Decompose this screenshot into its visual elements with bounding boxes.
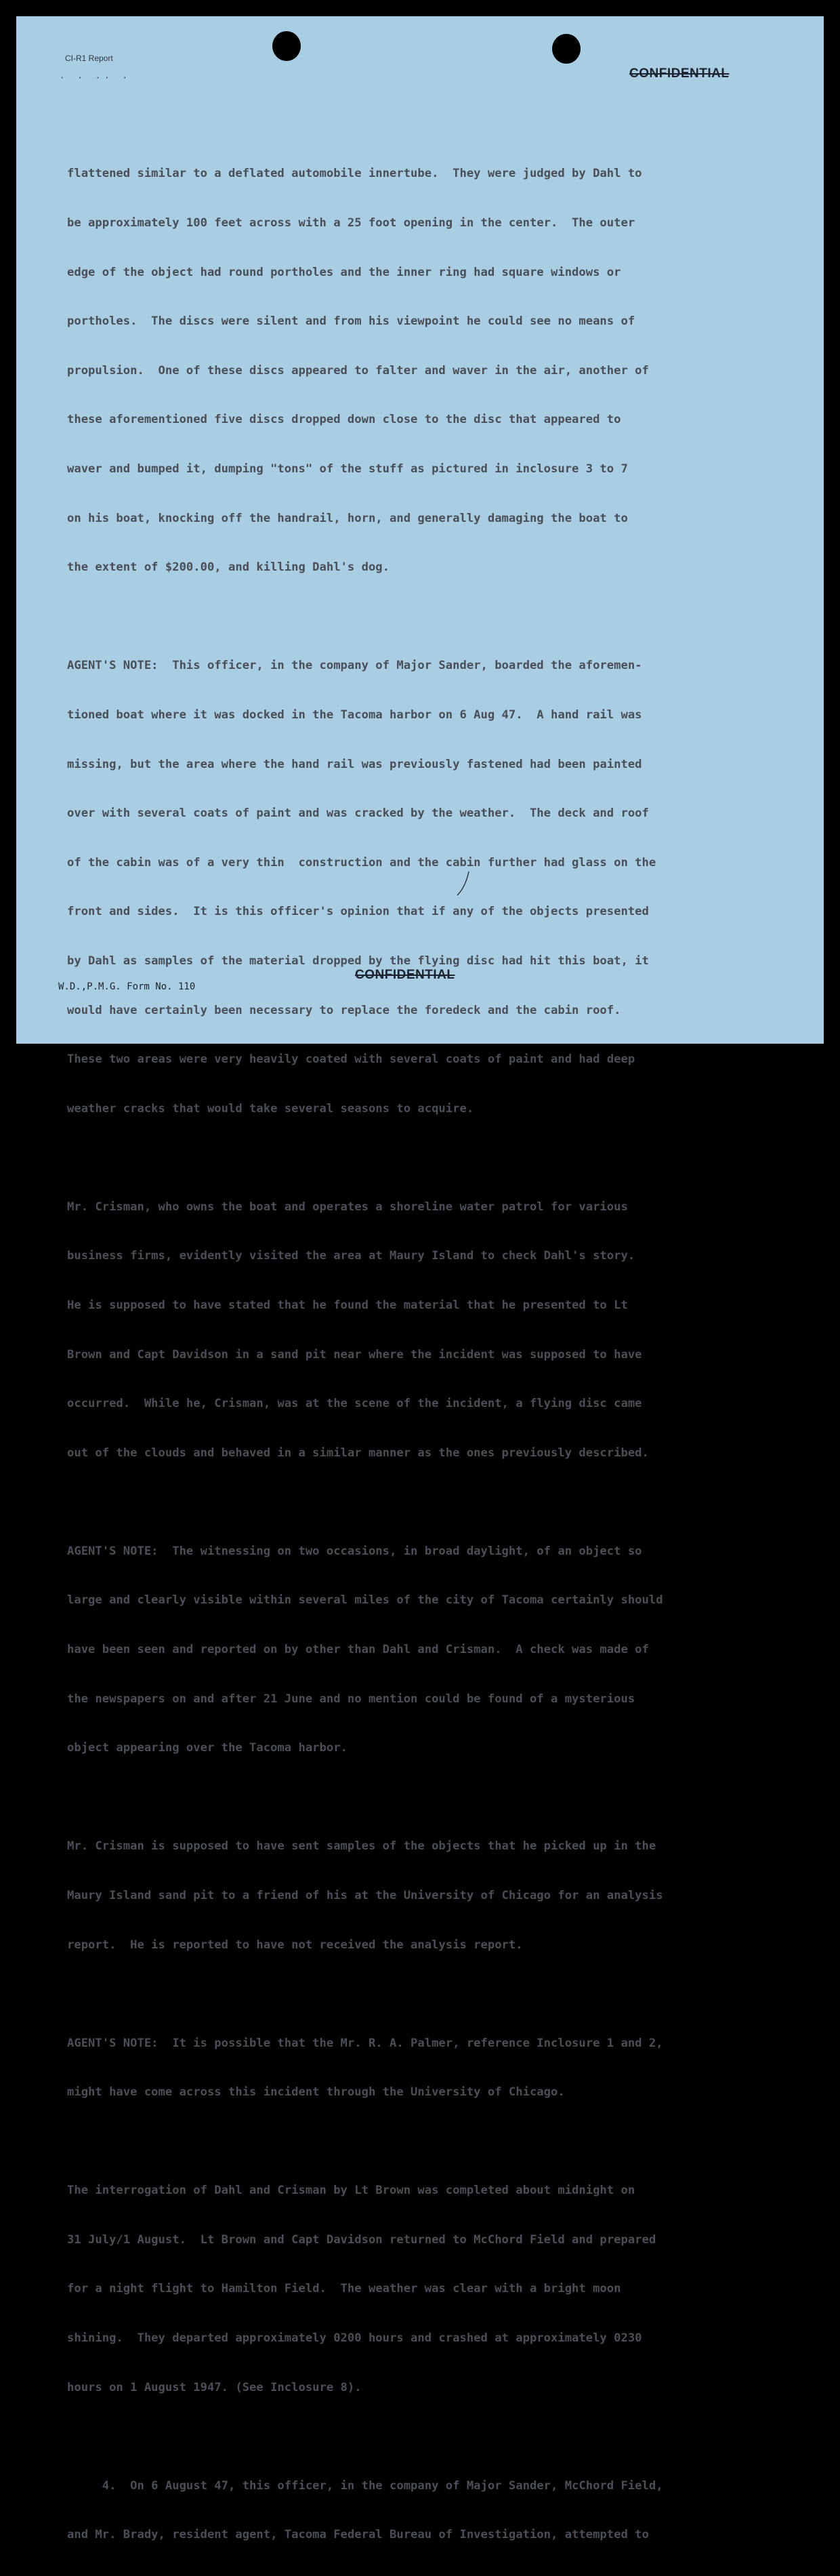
- text-line: portholes. The discs were silent and from his viewpoint he could see no means of: [67, 314, 635, 329]
- text-line: Mr. Crisman, who owns the boat and operates a shoreline water patrol for various: [67, 1200, 628, 1214]
- text-line: hours on 1 August 1947. (See Inclosure 8).: [67, 2380, 362, 2394]
- text-line: AGENT'S NOTE: This officer, in the company of Major Sander, boarded the aforemen-: [67, 659, 642, 673]
- document-page: [16, 16, 824, 2542]
- classification-stamp-top: CONFIDENTIAL: [629, 66, 730, 81]
- text-line: waver and bumped it, dumping "tons" of the stuff as pictured in inclosure 3 to 7: [67, 462, 628, 476]
- text-line: Maury Island sand pit to a friend of his at the University of Chicago for an analysis: [67, 1888, 663, 1902]
- text-line: These two areas were very heavily coated with several coats of paint and had deep: [67, 1052, 635, 1067]
- text-line: business firms, evidently visited the area at Maury Island to check Dahl's story.: [67, 1249, 635, 1263]
- text-line: Mr. Crisman is supposed to have sent samples of the objects that he picked up in the: [67, 1839, 656, 1854]
- punch-hole-right: [552, 34, 581, 64]
- text-line: front and sides. It is this officer's opinion that if any of the objects presented: [67, 905, 649, 919]
- text-line: 4. On 6 August 47, this officer, in the company of Major Sander, McChord Field,: [67, 2478, 663, 2493]
- text-line: Brown and Capt Davidson in a sand pit near where the incident was supposed to have: [67, 1347, 642, 1362]
- paragraph-item-4: [67, 2445, 805, 2576]
- text-line: these aforementioned five discs dropped down close to the disc that appeared to: [67, 413, 621, 427]
- paragraph-agent-note-witnessing: [67, 1510, 805, 1788]
- text-line: edge of the object had round portholes and the inner ring had square windows or: [67, 265, 621, 279]
- body-text: [67, 133, 805, 2576]
- text-line: The interrogation of Dahl and Crisman by Lt Brown was completed about midnight on: [67, 2184, 635, 2198]
- text-line: 31 July/1 August. Lt Brown and Capt Davidson returned to McChord Field and prepared: [67, 2232, 656, 2247]
- text-line: on his boat, knocking off the handrail, horn, and generally damaging the boat to: [67, 511, 628, 525]
- text-line: He is supposed to have stated that he found the material that he presented to Lt: [67, 1299, 628, 1313]
- paragraph-disc-description: [67, 133, 805, 609]
- text-line: out of the clouds and behaved in a similar manner as the ones previously described.: [67, 1446, 649, 1460]
- text-line: AGENT'S NOTE: The witnessing on two occasions, in broad daylight, of an object so: [67, 1544, 642, 1558]
- text-line: report. He is reported to have not received the analysis report.: [67, 1938, 523, 1952]
- text-line: of the cabin was of a very thin construction and the cabin further had glass on the: [67, 855, 656, 870]
- text-line: for a night flight to Hamilton Field. The weather was clear with a bright moon: [67, 2282, 621, 2296]
- text-line: flattened similar to a deflated automobile innertube. They were judged by Dahl to: [67, 167, 642, 181]
- paragraph-agent-note-boat: [67, 625, 805, 1150]
- paper-specks: · · ·· ·: [60, 73, 131, 83]
- text-line: over with several coats of paint and was cracked by the weather. The deck and roof: [67, 806, 649, 821]
- text-line: the newspapers on and after 21 June and no mention could be found of a mysterious: [67, 1692, 635, 1706]
- classification-stamp-bottom: CONFIDENTIAL: [355, 968, 455, 982]
- text-line: by Dahl as samples of the material dropped by the flying disc had hit this boat, it: [67, 954, 649, 968]
- text-line: would have certainly been necessary to replace the foredeck and the cabin roof.: [67, 1003, 621, 1017]
- paragraph-interrogation: [67, 2150, 805, 2428]
- pen-check-mark: [455, 870, 471, 897]
- text-line: have been seen and reported on by other than Dahl and Crisman. A check was made of: [67, 1643, 649, 1657]
- text-line: be approximately 100 feet across with a 25 foot opening in the center. The outer: [67, 216, 635, 230]
- text-line: the extent of $200.00, and killing Dahl's dog.: [67, 560, 390, 575]
- text-line: weather cracks that would take several seasons to acquire.: [67, 1101, 474, 1116]
- text-line: object appearing over the Tacoma harbor.: [67, 1741, 348, 1755]
- report-reference: CI-R1 Report: [65, 54, 113, 63]
- punch-hole-left: [272, 31, 301, 61]
- paragraph-samples: [67, 1805, 805, 1986]
- text-line: shining. They departed approximately 0200 hours and crashed at approximately 0230: [67, 2331, 642, 2345]
- text-line: propulsion. One of these discs appeared to falter and waver in the air, another of: [67, 363, 649, 377]
- text-line: occurred. While he, Crisman, was at the scene of the incident, a flying disc came: [67, 1397, 642, 1411]
- text-line: AGENT'S NOTE: It is possible that the Mr. R. A. Palmer, reference Inclosure 1 and 2,: [67, 2036, 663, 2050]
- text-line: might have come across this incident through the University of Chicago.: [67, 2085, 565, 2100]
- text-line: large and clearly visible within several miles of the city of Tacoma certainly should: [67, 1593, 663, 1608]
- form-number: W.D.,P.M.G. Form No. 110: [58, 981, 196, 992]
- text-line: tioned boat where it was docked in the Tacoma harbor on 6 Aug 47. A hand rail was: [67, 708, 642, 722]
- text-line: and Mr. Brady, resident agent, Tacoma Federal Bureau of Investigation, attempted to: [67, 2528, 649, 2542]
- paragraph-agent-note-palmer: [67, 2002, 805, 2133]
- text-line: missing, but the area where the hand rail was previously fastened had been painted: [67, 757, 642, 771]
- paragraph-crisman: [67, 1166, 805, 1494]
